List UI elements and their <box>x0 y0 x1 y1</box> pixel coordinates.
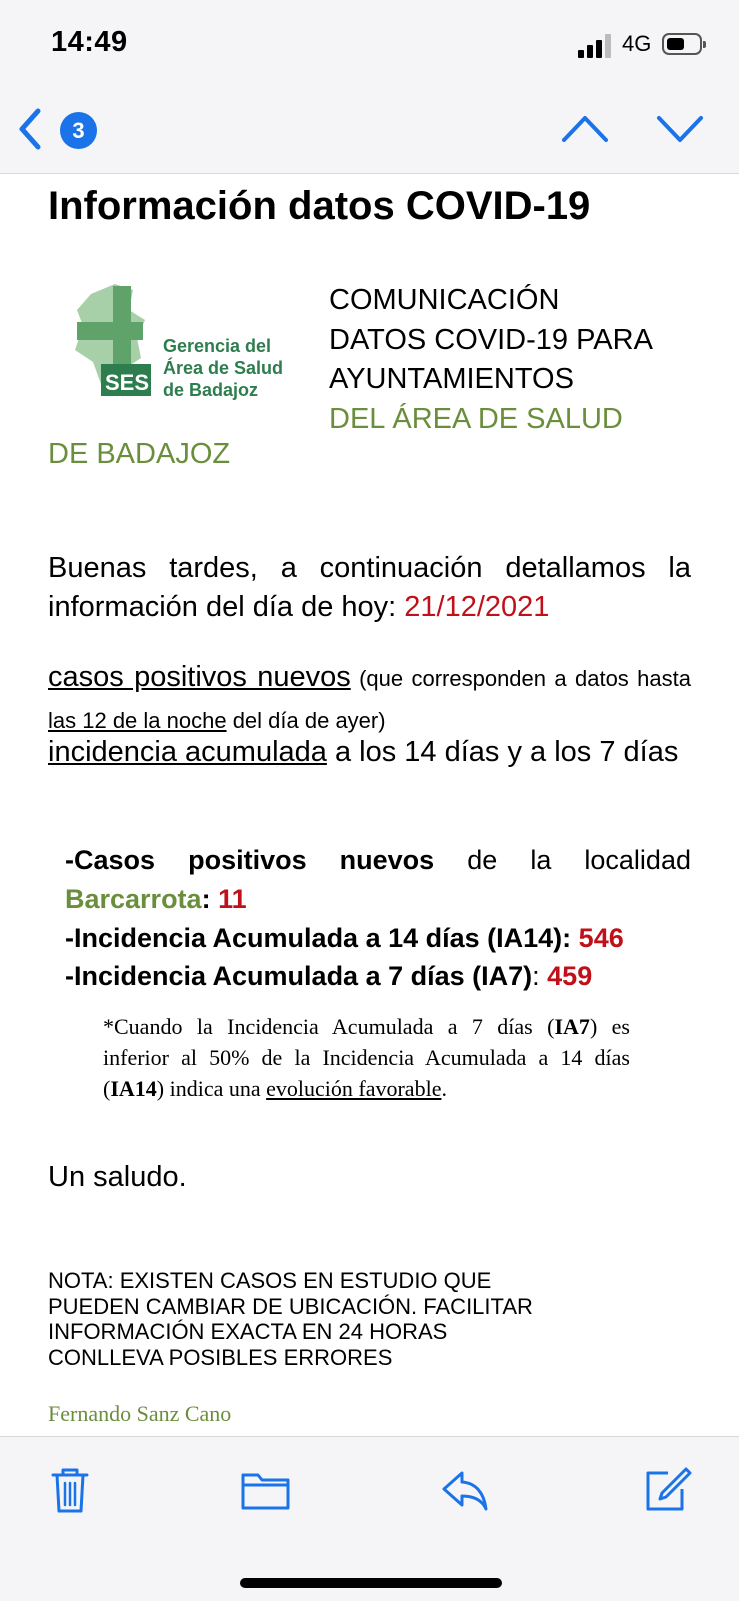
heading-line-1: COMUNICACIÓN <box>329 284 560 316</box>
communication-heading <box>329 281 699 439</box>
disclaimer-line-4: CONLLEVA POSIBLES ERRORES <box>48 1344 393 1370</box>
disclaimer-line-2: PUEDEN CAMBIAR DE UBICACIÓN. FACILITAR <box>48 1293 533 1319</box>
ia7-sep: : <box>532 961 548 991</box>
reply-icon[interactable] <box>440 1465 490 1515</box>
disclaimer-line-1: NOTA: EXISTEN CASOS EN ESTUDIO QUE <box>48 1268 492 1293</box>
new-cases-label: -Casos positivos nuevos <box>65 845 435 875</box>
midnight-underlined: las 12 de la noche <box>48 708 227 733</box>
heading-line-3: AYUNTAMIENTOS <box>329 363 574 395</box>
report-date: 21/12/2021 <box>404 591 550 623</box>
footnote-text-a: *Cuando la Incidencia Acumulada a 7 días ( <box>103 1014 555 1039</box>
unread-count-badge[interactable]: 3 <box>60 112 97 149</box>
footnote-end: . <box>441 1076 447 1101</box>
top-bar <box>0 0 739 174</box>
incidence-footnote <box>103 1011 630 1104</box>
email-subject: Información datos COVID-19 <box>48 184 591 228</box>
footnote-favorable: evolución favorable <box>266 1076 442 1101</box>
locality-name: Barcarrota <box>65 883 202 914</box>
closing-text: Un saludo. <box>48 1161 187 1193</box>
disclaimer-note <box>48 1268 648 1370</box>
compose-icon[interactable] <box>642 1465 692 1515</box>
folder-icon[interactable] <box>240 1465 292 1515</box>
footnote-text-c: ) indica una <box>156 1076 267 1101</box>
back-chevron-icon[interactable] <box>14 105 48 153</box>
footnote-ia7: IA7 <box>554 1014 590 1039</box>
ia14-label: -Incidencia Acumulada a 14 días (IA14): <box>65 923 579 953</box>
new-cases-item <box>65 841 691 918</box>
bottom-toolbar <box>0 1436 739 1601</box>
signature-cutoff: Fernando Sanz Cano <box>48 1401 232 1426</box>
next-message-icon[interactable] <box>655 108 705 148</box>
logo-line-1: Gerencia del <box>163 336 272 356</box>
incidence-desc: a los 14 días y a los 7 días <box>326 736 679 768</box>
logo-abbrev: SES <box>105 370 150 395</box>
ia7-value: 459 <box>547 961 593 991</box>
greeting-text: Buenas tardes, a continuación detallamos la información del día de hoy: <box>48 552 691 623</box>
new-cases-desc-b: del día de ayer) <box>226 708 386 733</box>
status-time: 14:49 <box>51 26 128 58</box>
heading-line-4: DEL ÁREA DE SALUD <box>329 402 623 435</box>
ia7-label: -Incidencia Acumulada a 7 días (IA7) <box>65 961 533 991</box>
greeting-paragraph <box>48 549 691 627</box>
new-cases-value: 11 <box>218 883 247 914</box>
signal-icon <box>578 34 614 58</box>
incidence-term: incidencia acumulada <box>48 736 327 768</box>
heading-line-2: DATOS COVID-19 PARA <box>329 323 653 356</box>
footnote-ia14: IA14 <box>110 1076 157 1101</box>
ia14-item <box>65 919 691 958</box>
definition-incidence <box>48 733 691 772</box>
ses-logo <box>71 280 351 410</box>
new-cases-term: casos positivos nuevos <box>48 661 351 693</box>
ia14-value: 546 <box>578 923 624 953</box>
ia7-item <box>65 957 691 996</box>
footnote-text-b: ) es inferior al 50% de la Incidencia Acumulada a 14 días ( <box>103 1014 630 1101</box>
logo-line-3: de Badajoz <box>163 380 259 400</box>
definition-new-cases <box>48 657 691 741</box>
new-cases-locality-prefix: de la localidad <box>434 845 691 875</box>
previous-message-icon[interactable] <box>560 108 610 148</box>
logo-line-2: Área de Salud <box>163 358 284 378</box>
home-indicator[interactable] <box>240 1578 502 1588</box>
battery-icon <box>662 33 702 55</box>
heading-line-5: DE BADAJOZ <box>48 438 231 470</box>
trash-icon[interactable] <box>45 1465 95 1515</box>
new-cases-sep: : <box>201 883 219 914</box>
new-cases-desc-a: (que corresponden a datos hasta <box>350 666 691 691</box>
network-type: 4G <box>622 31 652 56</box>
disclaimer-line-3: INFORMACIÓN EXACTA EN 24 HORAS <box>48 1319 448 1344</box>
